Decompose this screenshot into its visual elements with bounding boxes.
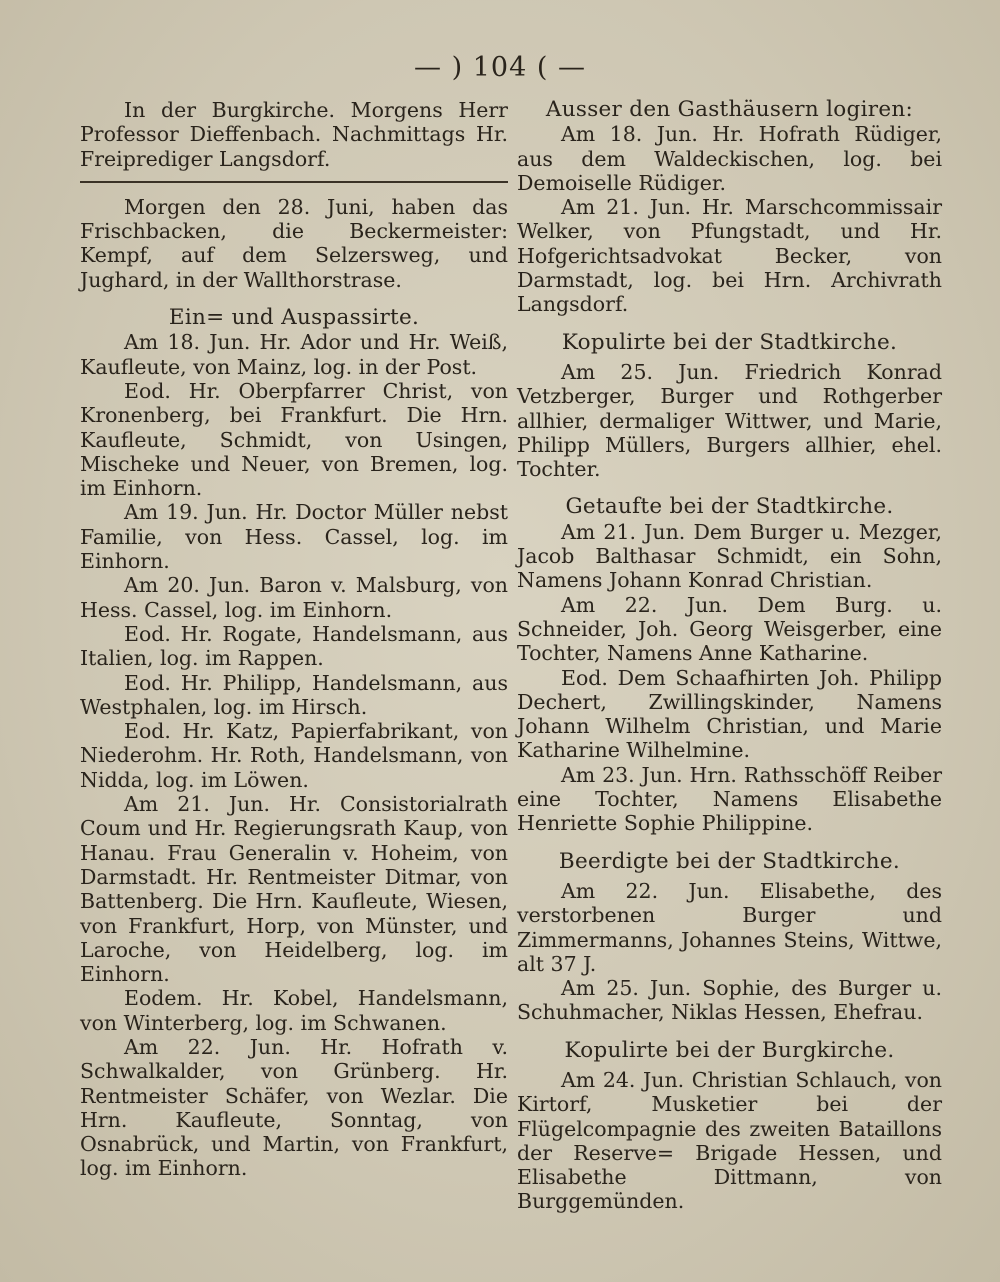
entry-paragraph: Am 18. Jun. Hr. Hofrath Rüdiger, aus dem Waldeckischen, log. bei Demoiselle Rüdiger. (517, 122, 942, 195)
entry-paragraph: Am 25. Jun. Sophie, des Burger u. Schuhmacher, Niklas Hessen, Ehefrau. (517, 976, 942, 1025)
entry-paragraph: Am 25. Jun. Friedrich Konrad Vetzberger, Burger und Rothgerber allhier, dermaliger Wittwer, und Marie, Philipp Müllers, Burgers allhier, ehel. Tochter. (517, 359, 942, 482)
page-number: — ) 104 ( — (414, 52, 586, 83)
entry-paragraph: Eod. Hr. Philipp, Handelsmann, aus Westphalen, log. im Hirsch. (80, 670, 508, 719)
entry-paragraph: Am 22. Jun. Dem Burg. u. Schneider, Joh. Georg Weisgerber, eine Tochter, Namens Anne Katharine. (517, 592, 942, 666)
entry-paragraph: Eod. Hr. Rogate, Handelsmann, aus Italien, log. im Rappen. (80, 621, 508, 671)
frischbacken-notice: Morgen den 28. Juni, haben das Frischbacken, die Beckermeister: Kempf, auf dem Selzersweg, und Jughard, in der Wallthorstrase. (80, 194, 508, 292)
burgkirche-notice: In der Burgkirche. Morgens Herr Professor Dieffenbach. Nachmittags Hr. Freiprediger Langsdorf. (80, 98, 508, 171)
entry-paragraph: Am 22. Jun. Elisabethe, des verstorbenen Burger und Zimmermanns, Johannes Steins, Wittwe, alt 37 J. (517, 878, 942, 976)
divider-rule (80, 181, 508, 183)
left-column (80, 98, 508, 1181)
entry-paragraph: Am 18. Jun. Hr. Ador und Hr. Weiß, Kaufleute, von Mainz, log. in der Post. (80, 330, 508, 379)
entry-paragraph: Am 20. Jun. Baron v. Malsburg, von Hess. Cassel, log. im Einhorn. (80, 573, 508, 622)
getaufte-heading: Getaufte bei der Stadtkirche. (565, 494, 894, 520)
entry-paragraph: Am 19. Jun. Hr. Doctor Müller nebst Familie, von Hess. Cassel, log. im Einhorn. (80, 500, 508, 574)
gasthaus-heading: Ausser den Gasthäusern logiren: (545, 97, 914, 122)
right-column (517, 98, 942, 1214)
entry-paragraph: Eodem. Hr. Kobel, Handelsmann, von Winterberg, log. im Schwanen. (80, 986, 508, 1035)
entry-paragraph: Am 21. Jun. Dem Burger u. Mezger, Jacob Balthasar Schmidt, ein Sohn, Namens Johann Konrad Christian. (517, 519, 942, 593)
beerdigte-heading: Beerdigte bei der Stadtkirche. (558, 848, 901, 874)
passirte-heading: Ein= und Auspassirte. (168, 305, 420, 331)
entry-paragraph: Am 23. Jun. Hrn. Rathsschöff Reiber eine Tochter, Namens Elisabethe Henriette Sophie Philippine. (517, 762, 942, 836)
entry-paragraph: Eod. Hr. Katz, Papierfabrikant, von Niederohm. Hr. Roth, Handelsmann, von Nidda, log. im Löwen. (80, 719, 508, 792)
entry-paragraph: Eod. Hr. Oberpfarrer Christ, von Kronenberg, bei Frankfurt. Die Hrn. Kaufleute, Schmidt, von Usingen, Mischeke und Neuer, von Bremen, log. im Einhorn. (80, 378, 508, 501)
entry-paragraph: Am 21. Jun. Hr. Marschcommissair Welker, von Pfungstadt, und Hr. Hofgerichtsadvokat Becker, von Darmstadt, log. bei Hrn. Archivrath Langsdorf. (517, 195, 942, 317)
entry-paragraph: Am 24. Jun. Christian Schlauch, von Kirtorf, Musketier bei der Flügelcompagnie des zweiten Bataillons der Reserve= Brigade Hessen, und Elisabethe Dittmann, von Burggemünden. (517, 1067, 942, 1214)
kopulirte-burgkirche-heading: Kopulirte bei der Burgkirche. (564, 1037, 895, 1063)
entry-paragraph: Eod. Dem Schaafhirten Joh. Philipp Dechert, Zwillingskinder, Namens Johann Wilhelm Christian, und Marie Katharine Wilhelmine. (517, 665, 942, 763)
kopulirte-stadtkirche-heading: Kopulirte bei der Stadtkirche. (561, 329, 898, 355)
entry-paragraph: Am 21. Jun. Hr. Consistorialrath Coum und Hr. Regierungsrath Kaup, von Hanau. Frau Generalin v. Hoheim, von Darmstadt. Hr. Rentmeister Ditmar, von Battenberg. Die Hrn. Kaufleute, Wiesen, von Frankfurt, Horp, von Münster, und Laroche, von Heidelberg, log. im Einhorn. (80, 792, 508, 987)
entry-paragraph: Am 22. Jun. Hr. Hofrath v. Schwalkalder, von Grünberg. Hr. Rentmeister Schäfer, von Wezlar. Die Hrn. Kaufleute, Sonntag, von Osnabrück, und Martin, von Frankfurt, log. im Einhorn. (80, 1034, 508, 1181)
